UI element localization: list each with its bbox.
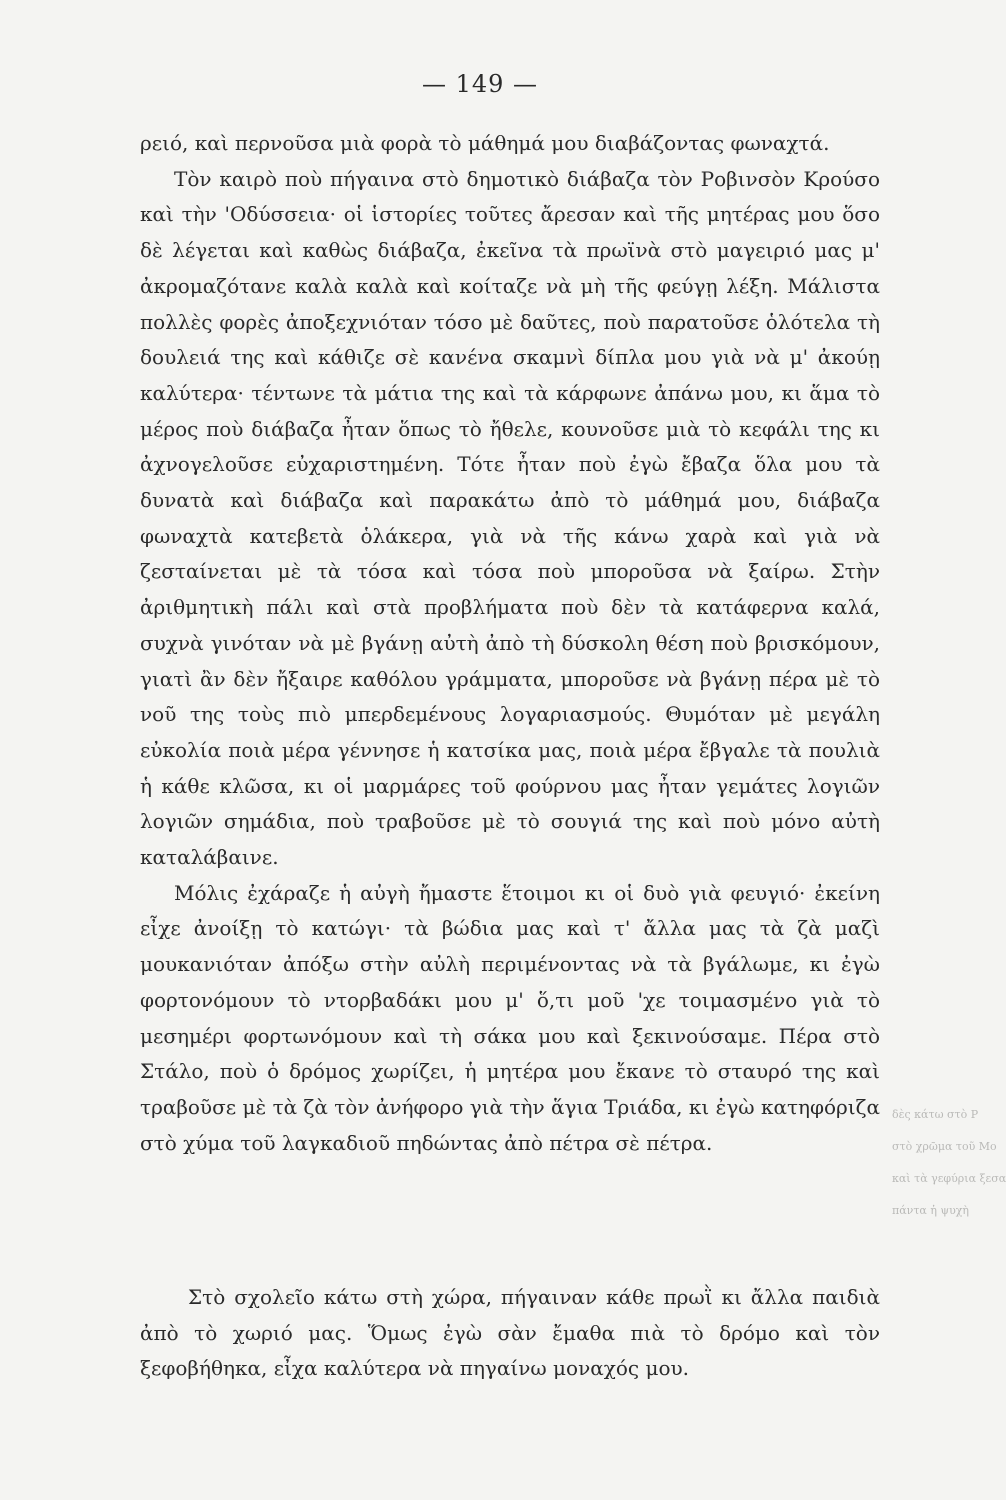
- bleed-through-line: πάντα ἡ ψυχὴ: [892, 1204, 970, 1217]
- paragraph-dawn: Μόλις ἐχάραζε ἡ αὐγὴ ἤμαστε ἕτοιμοι κι οἱ δυὸ γιὰ φευγιό· ἐκείνη εἶχε ἀνοίξῃ τὸ κατώγι· τὰ βώδια μας καὶ τ' ἄλλα μας τὰ ζὰ μαζὶ μουκανιόταν ἀπόξω στὴν αὐλὴ περιμένοντας νὰ τὰ βγάλωμε, κι ἐγὼ φορτονόμουν τὸ ντορβαδάκι μου μ' ὅ,τι μοῦ 'χε τοιμασμένο γιὰ τὸ μεσημέρι φορτωνόμουν καὶ τὴ σάκα μου καὶ ξεκινούσαμε. Πέρα στὸ Στάλο, ποὺ ὁ δρόμος χωρίζει, ἡ μητέρα μου ἔκανε τὸ σταυρό της καὶ τραβοῦσε μὲ τὰ ζὰ τὸν ἀνήφορο γιὰ τὴν ἅγια Τριάδα, κι ἐγὼ κατηφόριζα στὸ χύμα τοῦ λαγκαδιοῦ πηδώντας ἀπὸ πέτρα σὲ πέτρα.: [140, 880, 880, 1155]
- paragraph-continuation: ρειό, καὶ περνοῦσα μιὰ φορὰ τὸ μάθημά μου διαβάζοντας φωναχτά.: [140, 131, 830, 155]
- paragraph-school: Στὸ σχολεῖο κάτω στὴ χώρα, πήγαιναν κάθε πρωῒ κι ἄλλα παιδιὰ ἀπὸ τὸ χωριό μας. Ὅμως ἐγὼ σὰν ἔμαθα πιὰ τὸ δρόμο καὶ τὸν ξεφοβήθηκα, εἶχα καλύτερα νὰ πηγαίνω μοναχός μου.: [140, 1285, 880, 1381]
- bleed-through-line: δὲς κάτω στὸ Ρ: [892, 1108, 979, 1121]
- bleed-through-line: καὶ τὰ γεφύρια ξεσα: [892, 1172, 1006, 1185]
- page-number: — 149 —: [421, 70, 539, 98]
- bleed-through-line: στὸ χρῶμα τοῦ Μο: [892, 1140, 997, 1153]
- second-text-block: [140, 1280, 880, 1387]
- main-text-block: [140, 126, 880, 1161]
- paragraph-robinson: Τὸν καιρὸ ποὺ πήγαινα στὸ δημοτικὸ διάβαζα τὸν Ροβινσὸν Κρούσο καὶ τὴν 'Οδύσσεια· οἱ ἱστορίες τοῦτες ἄρεσαν καὶ τῆς μητέρας μου ὅσο δὲ λέγεται καὶ καθὼς διάβαζα, ἐκεῖνα τὰ πρωϊνὰ στὸ μαγειριό μας μ' ἀκρομαζότανε καλὰ καλὰ καὶ κοίταζε νὰ μὴ τῆς φεύγῃ λέξη. Μάλιστα πολλὲς φορὲς ἀποξεχνιόταν τόσο μὲ δαῦτες, ποὺ παρατοῦσε ὁλότελα τὴ δουλειά της καὶ κάθιζε σὲ κανένα σκαμνὶ δίπλα μου γιὰ νὰ μ' ἀκούῃ καλύτερα· τέντωνε τὰ μάτια της καὶ τὰ κάρφωνε ἀπάνω μου, κι ἅμα τὸ μέρος ποὺ διάβαζα ἦταν ὅπως τὸ ἤθελε, κουνοῦσε μιὰ τὸ κεφάλι της κι ἀχνογελοῦσε εὐχαριστημένη. Τότε ἦταν ποὺ ἐγὼ ἔβαζα ὅλα μου τὰ δυνατὰ καὶ διάβαζα καὶ παρακάτω ἀπὸ τὸ μάθημά μου, διάβαζα φωναχτὰ κατεβετὰ ὁλάκερα, γιὰ νὰ τῆς κάνω χαρὰ καὶ γιὰ νὰ ζεσταίνεται μὲ τὰ τόσα καὶ τόσα ποὺ μποροῦσα νὰ ξαίρω. Στὴν ἀριθμητικὴ πάλι καὶ στὰ προβλήματα ποὺ δὲν τὰ κατάφερνα καλά, συχνὰ γινόταν νὰ μὲ βγάνῃ αὐτὴ ἀπὸ τὴ δύσκολη θέση ποὺ βρισκόμουν, γιατὶ ἂν δὲν ἤξαιρε καθόλου γράμματα, μποροῦσε νὰ βγάνῃ πέρα μὲ τὸ νοῦ της τοὺς πιὸ μπερδεμένους λογαριασμούς. Θυμόταν μὲ μεγάλη εὐκολία ποιὰ μέρα γέννησε ἡ κατσίκα μας, ποιὰ μέρα ἔβγαλε τὰ πουλιὰ ἡ κάθε κλῶσα, κι οἱ μαρμάρες τοῦ φούρνου μας ἦταν γεμάτες λογιῶν λογιῶν σημάδια, ποὺ τραβοῦσε μὲ τὸ σουγιά της καὶ ποὺ μόνο αὐτὴ καταλάβαινε.: [140, 166, 880, 870]
